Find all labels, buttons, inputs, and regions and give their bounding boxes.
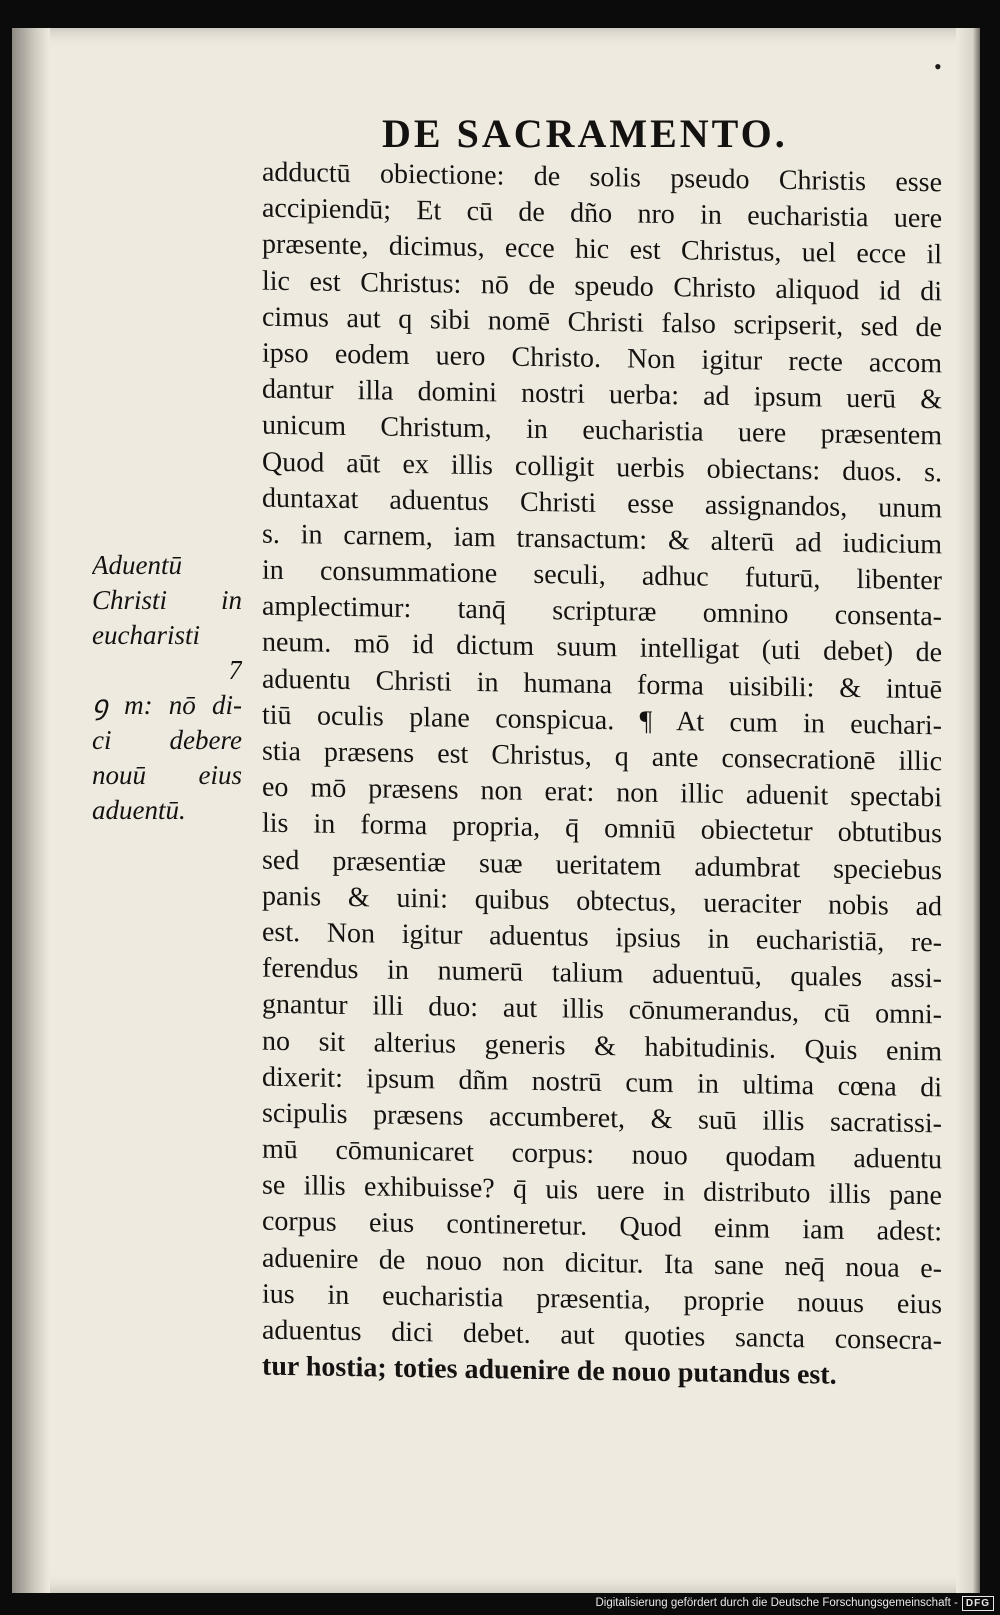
- text-line: panis & uini: quibus obtectus, ueraciter nobis ad: [262, 880, 942, 923]
- text-line: lis in forma propria, q̄ omniū obiectetur obtutibus: [262, 808, 942, 850]
- text-line: ipso eodem uero Christo. Non igitur recte accom: [262, 337, 942, 380]
- text-line: in consummatione seculi, adhuc futurū, libenter: [262, 554, 942, 597]
- margin-note-line: nouū eius: [92, 760, 242, 790]
- text-line: se illis exhibuisse? q̄ uis uere in distributo illis pane: [262, 1169, 942, 1212]
- text-line: dixerit: ipsum dñm nostrū cum in ultima cœna di: [262, 1061, 942, 1104]
- margin-note-line: 7: [228, 655, 242, 685]
- margin-note: [92, 548, 242, 828]
- margin-note-line: Aduentū: [92, 550, 182, 580]
- page-gutter-shadow: [12, 28, 50, 1593]
- footer-credit: Digitalisierung gefördert durch die Deutsche Forschungsgemeinschaft -: [595, 1597, 958, 1609]
- digitization-footer: [595, 1593, 994, 1613]
- text-line: duntaxat aduentus Christi esse assignandos, unum: [262, 482, 942, 525]
- text-line: scipulis præsens accumberet, & suū illis sacratissi-: [262, 1097, 942, 1140]
- text-line: tiū oculis plane conspicua. ¶ At cum in euchari-: [262, 699, 942, 742]
- dfg-logo: DFG: [962, 1596, 994, 1611]
- text-line: mū cōmunicaret corpus: nouo quodam aduentu: [262, 1133, 942, 1176]
- page-mark: •: [934, 54, 942, 79]
- running-head: DE SACRAMENTO.: [382, 111, 788, 156]
- text-line: gnantur illi duo: aut illis cōnumerandus, cū omni-: [262, 988, 942, 1031]
- margin-note-line: Christi in: [92, 585, 242, 615]
- text-line: tur hostia; toties aduenire de nouo putandus est.: [262, 1350, 837, 1391]
- text-line: ius in eucharistia præsentia, proprie nouus eius: [262, 1278, 942, 1321]
- text-line: no sit alterius generis & habitudinis. Quis enim: [262, 1025, 942, 1067]
- text-line: accipiendū; Et cū de dño nro in eucharistia uere: [262, 192, 942, 235]
- margin-note-line: ꝯ m: nō di-: [92, 690, 242, 720]
- text-line: stia præsens est Christus, q ante consecrationē illic: [262, 735, 942, 778]
- text-line: adductū obiectione: de solis pseudo Christis esse: [262, 156, 942, 199]
- text-line: lic est Christus: nō de speudo Christo aliquod id di: [262, 265, 942, 307]
- text-line: eo mō præsens non erat: non illic aduenit spectabi: [262, 771, 942, 814]
- text-line: dantur illa domini nostri uerba: ad ipsum uerū &: [262, 373, 942, 416]
- text-line: Quod aūt ex illis colligit uerbis obiectans: duos. s.: [262, 446, 942, 488]
- text-line: s. in carnem, iam transactum: & alterū ad iudicium: [262, 518, 942, 561]
- text-line: cimus aut q sibi nomē Christi falso scripserit, sed de: [262, 301, 942, 344]
- text-line: est. Non igitur aduentus ipsius in eucharistiā, re-: [262, 916, 942, 959]
- book-page: [12, 28, 980, 1593]
- text-line: neum. mō id dictum suum intelligat (uti debet) de: [262, 627, 942, 669]
- text-line: aduentu Christi in humana forma uisibili: & intuē: [262, 663, 942, 705]
- text-line: præsente, dicimus, ecce hic est Christus, uel ecce il: [262, 229, 942, 271]
- margin-note-line: aduentū.: [92, 795, 186, 825]
- text-line: corpus eius contineretur. Quod einm iam adest:: [262, 1206, 942, 1248]
- text-line: amplectimur: tanq̄ scripturæ omnino consenta-: [262, 590, 942, 633]
- text-line: sed præsentiæ suæ ueritatem adumbrat speciebus: [262, 844, 942, 886]
- text-line: ferendus in numerū talium aduentuū, quales assi-: [262, 952, 942, 995]
- text-line: aduenire de nouo non dicitur. Ita sane neq̄ noua e-: [262, 1242, 942, 1284]
- body-text: [262, 156, 942, 1391]
- margin-note-line: eucharisti: [92, 620, 200, 650]
- text-line: aduentus dici debet. aut quoties sancta consecra-: [262, 1314, 942, 1357]
- text-line: unicum Christum, in eucharistia uere præsentem: [262, 409, 942, 452]
- margin-note-line: ci debere: [92, 725, 242, 755]
- page-edge-shadow: [956, 28, 980, 1593]
